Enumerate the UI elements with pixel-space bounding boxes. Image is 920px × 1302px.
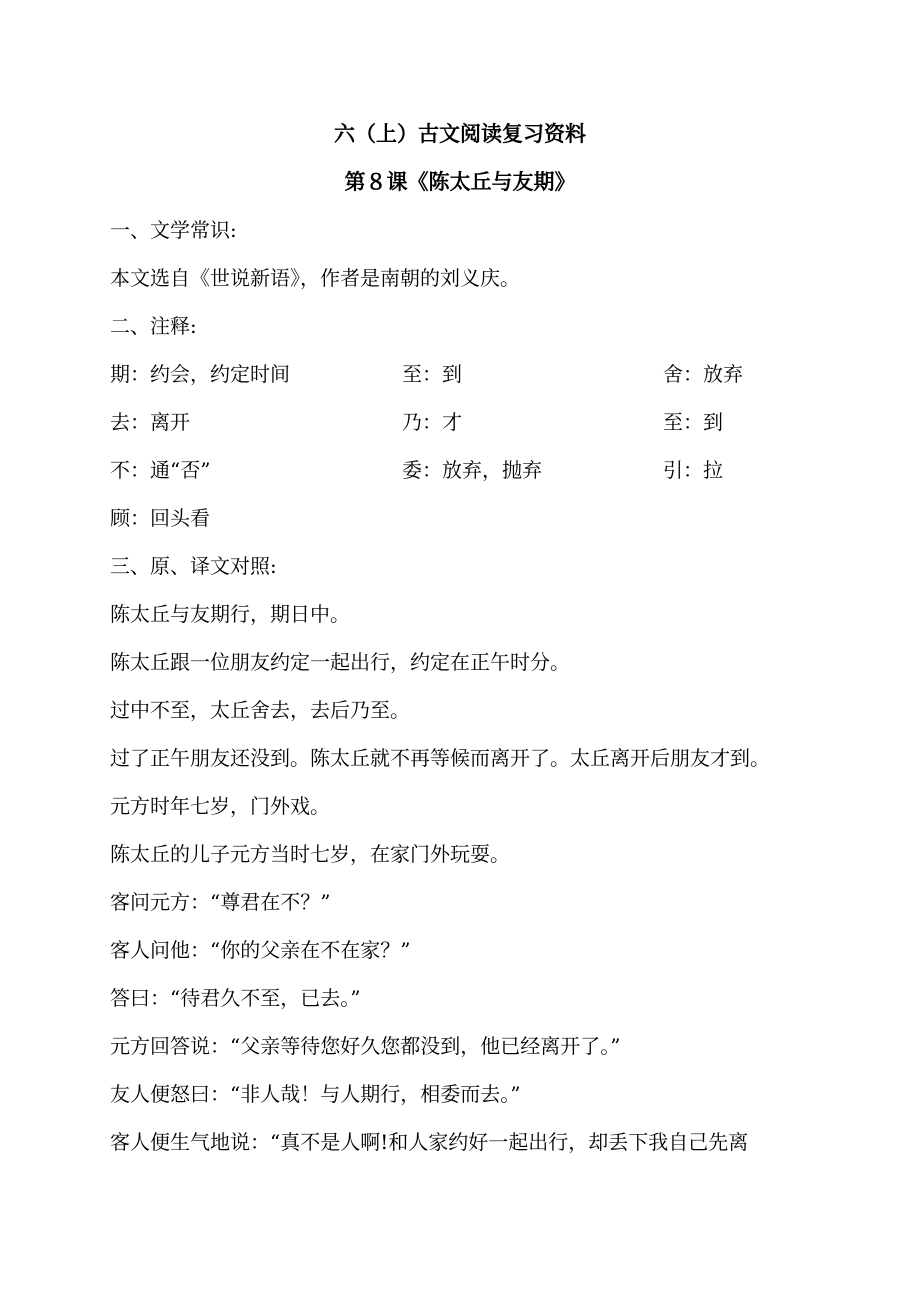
translation-line: 元方回答说：“父亲等待您好久您都没到，他已经离开了。”: [110, 1034, 621, 1058]
lesson-title: 第８课《陈太丘与友期》: [344, 170, 576, 194]
translation-line: 陈太丘的儿子元方当时七岁，在家门外玩耍。: [110, 842, 510, 866]
annotation-item: 乃：才: [402, 410, 462, 434]
original-text-line: 陈太丘与友期行，期日中。: [110, 602, 350, 626]
original-text-line: 友人便怒曰：“非人哉！与人期行，相委而去。”: [110, 1082, 521, 1106]
original-text-line: 过中不至，太丘舍去，去后乃至。: [110, 698, 410, 722]
annotation-item: 至：到: [402, 362, 462, 386]
annotation-item: 顾：回头看: [110, 506, 210, 530]
literary-knowledge-text: 本文选自《世说新语》，作者是南朝的刘义庆。: [110, 266, 520, 290]
annotation-item: 不：通“否”: [110, 458, 211, 482]
original-text-line: 元方时年七岁，门外戏。: [110, 794, 330, 818]
original-text-line: 答曰：“待君久不至，已去。”: [110, 986, 361, 1010]
annotation-item: 期：约会，约定时间: [110, 362, 290, 386]
section-heading-literary-knowledge: 一、文学常识:: [110, 218, 237, 242]
annotation-item: 至：到: [663, 410, 723, 434]
section-heading-annotations: 二、注释:: [110, 314, 197, 338]
translation-line: 过了正午朋友还没到。陈太丘就不再等候而离开了。太丘离开后朋友才到。: [110, 746, 770, 770]
annotation-item: 委：放弃，抛弃: [402, 458, 542, 482]
translation-line: 客人便生气地说：“真不是人啊!和人家约好一起出行，却丢下我自己先离: [110, 1130, 749, 1154]
annotation-item: 舍：放弃: [663, 362, 743, 386]
annotation-item: 去：离开: [110, 410, 190, 434]
translation-line: 陈太丘跟一位朋友约定一起出行，约定在正午时分。: [110, 650, 570, 674]
document-title: 六（上）古文阅读复习资料: [334, 122, 586, 146]
translation-line: 客人问他：“你的父亲在不在家？”: [110, 938, 411, 962]
original-text-line: 客问元方：“尊君在不？”: [110, 890, 331, 914]
annotation-item: 引：拉: [663, 458, 723, 482]
section-heading-translation: 三、原、译文对照:: [110, 554, 277, 578]
